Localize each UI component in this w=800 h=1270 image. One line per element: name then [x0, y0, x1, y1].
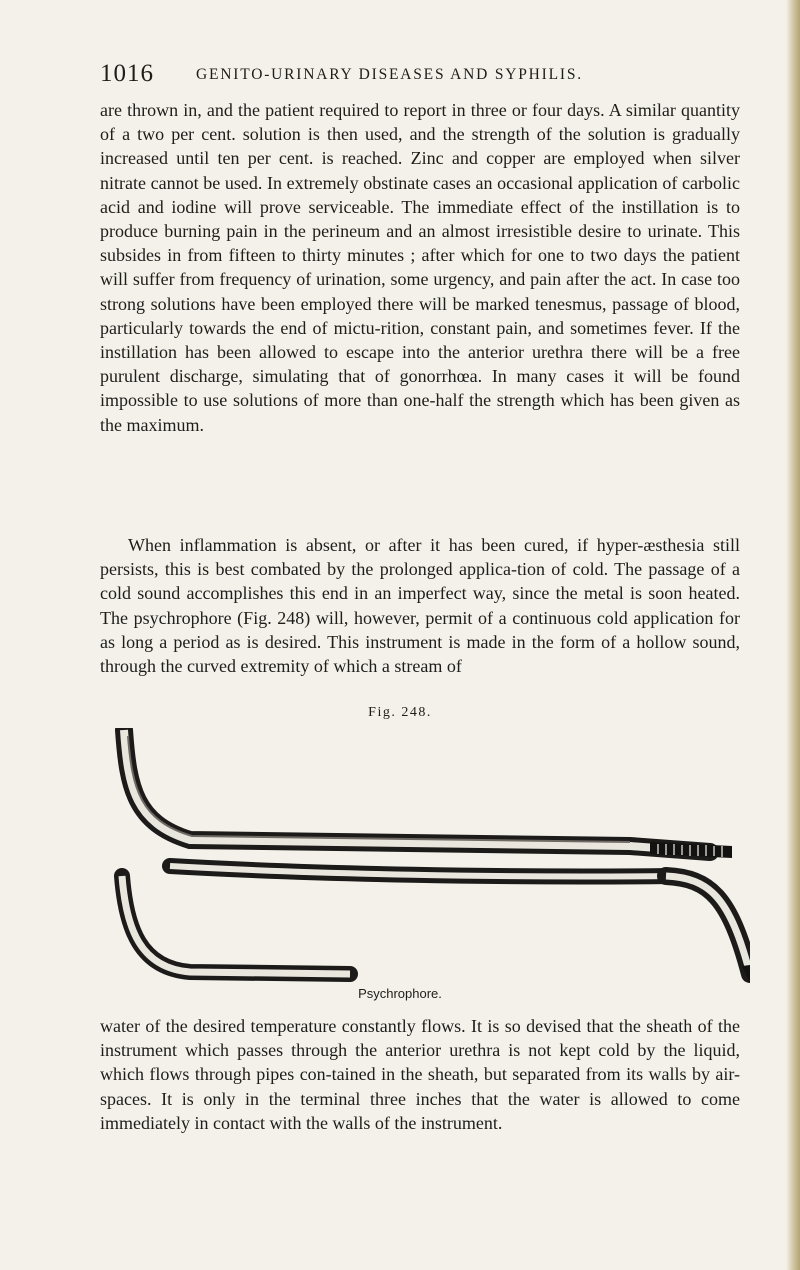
page-header	[100, 58, 700, 90]
paragraph-1: are thrown in, and the patient required to report in three or four days. A similar quantity of a two per cent. solution is then used, and the strength of the solution is gradually increased until ten per cent. is reached. Zinc and copper are employed when silver nitrate cannot be used. In extremely obstinate cases an occasional application of carbolic acid and iodine will prove serviceable. The immediate effect of the instillation is to produce burning pain in the perineum and an almost irresistible desire to urinate. This subsides in from fifteen to thirty minutes ; after which for one to two days the patient will suffer from frequency of urination, some urgency, and pain after the act. In case too strong solutions have been employed there will be marked tenesmus, passage of blood, particularly towards the end of mictu-rition, constant pain, and sometimes fever. If the instillation has been allowed to escape into the anterior urethra there will be a free purulent discharge, simulating that of gonorrhœa. In many cases it will be found impossible to use solutions of more than one-half the strength which has been given as the maximum.	[100, 100, 740, 435]
page-number: 1016	[100, 60, 154, 87]
page-edge	[786, 0, 800, 1270]
lower-sound	[122, 866, 750, 983]
figure-label: Fig. 248.	[368, 705, 432, 720]
paragraph-2: When inflammation is absent, or after it has been cured, if hyper-æsthesia still persists, this is best combated by the prolonged applica-tion of cold. The passage of a cold sound accomplishes this end in an imperfect way, since the metal is soon heated. The psychrophore (Fig. 248) will, however, permit of a continuous cold application for as long a period as is desired. This instrument is made in the form of a hollow sound, through the curved extremity of which a stream of	[100, 535, 740, 677]
running-title: GENITO-URINARY DISEASES AND SYPHILIS.	[196, 66, 583, 83]
figure-caption: Psychrophore.	[358, 986, 442, 1001]
upper-sound	[124, 730, 732, 858]
paragraph-3: water of the desired temperature constantly flows. It is so devised that the sheath of the instrument which passes through the anterior urethra is not kept cold by the liquid, which flows through pipes con-tained in the sheath, but separated from its walls by air-spaces. It is only in the terminal three inches that the water is allowed to come immediately in contact with the walls of the instrument.	[100, 1016, 740, 1133]
psychrophore-illustration	[110, 728, 750, 983]
